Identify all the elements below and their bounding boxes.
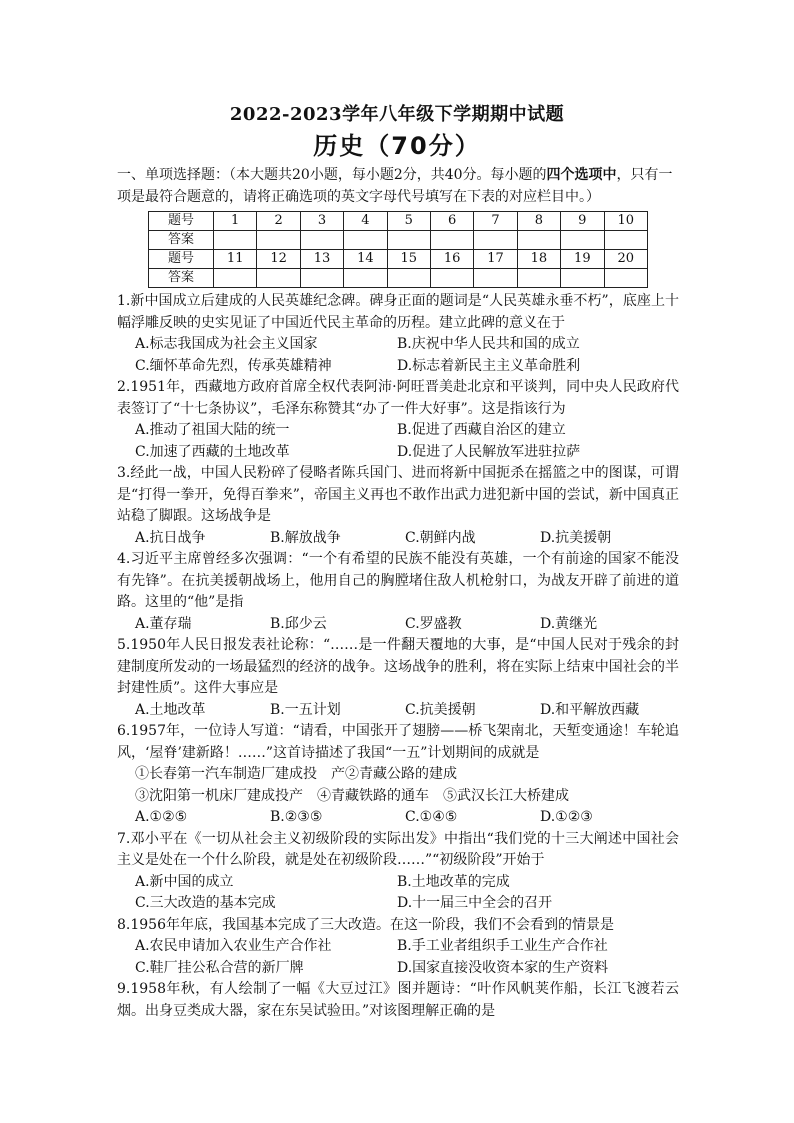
question-item-line: ①长春第一汽车制造厂建成投 产②青藏公路的建成 xyxy=(135,766,457,782)
option-d: D.黄继光 xyxy=(540,615,598,632)
question-9 xyxy=(117,979,679,1022)
num-cell: 5 xyxy=(387,212,430,231)
num-cell: 18 xyxy=(517,250,560,269)
option-c: C.加速了西藏的土地改革 xyxy=(135,443,290,460)
num-cell: 17 xyxy=(474,250,517,269)
question-stem: 5.1950年人民日报发表社论称：“……是一件翻天覆地的大事，是“中国人民对于残余的封建制度所发动的一场最猛烈的经济的战争。这场战争的胜利，将在实际上结束中国社会的半封建性质”。这件大事应是 xyxy=(117,637,679,696)
option-c: C.①④⑤ xyxy=(405,809,458,825)
row-label-ans: 答案 xyxy=(149,231,214,250)
options xyxy=(117,334,679,377)
num-cell: 3 xyxy=(300,212,343,231)
question-1 xyxy=(117,291,679,377)
option-d: D.十一届三中全会的召开 xyxy=(397,895,553,911)
option-b: B.邱少云 xyxy=(270,615,327,632)
option-a: A.董存瑞 xyxy=(135,615,192,632)
option-a: A.农民申请加入农业生产合作社 xyxy=(135,938,332,954)
num-cell: 10 xyxy=(604,212,647,231)
option-c: C.抗美援朝 xyxy=(405,701,476,718)
answer-table-ans-row-1 xyxy=(149,231,648,250)
answer-cell[interactable] xyxy=(387,231,430,250)
question-2 xyxy=(117,377,679,463)
question-4 xyxy=(117,549,679,635)
option-b: B.土地改革的完成 xyxy=(397,873,510,890)
question-stem: 4.习近平主席曾经多次强调：“一个有希望的民族不能没有英雄，一个有前途的国家不能没有先锋”。在抗美援朝战场上，他用自己的胸膛堵住敌人机枪射口，为战友开辟了前进的道路。这里的“他”是指 xyxy=(117,551,679,610)
answer-table xyxy=(148,211,648,288)
option-d: D.标志着新民主主义革命胜利 xyxy=(397,357,581,374)
option-c: C.鞋厂挂公私合营的新厂牌 xyxy=(135,959,304,976)
answer-cell[interactable] xyxy=(517,231,560,250)
options xyxy=(117,420,679,463)
answer-cell[interactable] xyxy=(387,269,430,288)
question-stem: 2.1951年，西藏地方政府首席全权代表阿沛·阿旺晋美赴北京和平谈判，同中央人民政府代表签订了“十七条协议”，毛泽东称赞其“办了一件大好事”。这是指该行为 xyxy=(117,379,679,417)
answer-cell[interactable] xyxy=(257,269,300,288)
row-label-num: 题号 xyxy=(149,212,214,231)
option-b: B.解放战争 xyxy=(270,529,341,546)
answer-cell[interactable] xyxy=(604,269,647,288)
option-a: A.新中国的成立 xyxy=(135,873,234,890)
answer-cell[interactable] xyxy=(517,269,560,288)
num-cell: 6 xyxy=(430,212,473,231)
option-d: D.抗美援朝 xyxy=(540,529,612,546)
row-label-num: 题号 xyxy=(149,250,214,269)
options xyxy=(117,872,679,915)
option-c: C.缅怀革命先烈，传承英雄精神 xyxy=(135,357,332,374)
option-d: D.①②③ xyxy=(540,809,593,825)
question-6 xyxy=(117,721,679,829)
option-a: A.标志我国成为社会主义国家 xyxy=(135,336,318,352)
num-cell: 13 xyxy=(300,250,343,269)
option-c: C.三大改造的基本完成 xyxy=(135,895,276,911)
question-stem: 1.新中国成立后建成的人民英雄纪念碑。碑身正面的题词是“人民英雄永垂不朽”，底座上十幅浮雕反映的史实见证了中国近代民主革命的历程。建立此碑的意义在于 xyxy=(117,293,679,331)
num-cell: 19 xyxy=(561,250,604,269)
option-a: A.土地改革 xyxy=(135,701,206,718)
answer-cell[interactable] xyxy=(561,231,604,250)
num-cell: 20 xyxy=(604,250,647,269)
option-b: B.促进了西藏自治区的建立 xyxy=(397,422,566,438)
num-cell: 9 xyxy=(561,212,604,231)
question-stem: 3.经此一战，中国人民粉碎了侵略者陈兵国门、进而将新中国扼杀在摇篮之中的图谋，可谓是“打得一拳开，免得百拳来”，帝国主义再也不敢作出武力进犯新中国的尝试，新中国真正站稳了脚跟。这场战争是 xyxy=(117,465,679,524)
answer-table-num-row-2 xyxy=(149,250,648,269)
num-cell: 7 xyxy=(474,212,517,231)
option-d: D.促进了人民解放军进驻拉萨 xyxy=(397,443,581,460)
exam-title: 2022-2023学年八年级下学期期中试题 xyxy=(229,104,565,125)
answer-cell[interactable] xyxy=(474,231,517,250)
answer-cell[interactable] xyxy=(344,231,387,250)
num-cell: 11 xyxy=(214,250,257,269)
question-stem: 9.1958年秋，有人绘制了一幅《大豆过江》图并题诗：“叶作风帆荚作船，长江飞渡若云烟。出身豆类成大器，家在东吴试验田。”对该图理解正确的是 xyxy=(117,981,679,1019)
options xyxy=(117,614,679,636)
question-3 xyxy=(117,463,679,549)
options xyxy=(117,528,679,550)
num-cell: 14 xyxy=(344,250,387,269)
exam-subtitle: 历史（70分） xyxy=(313,132,481,160)
question-7 xyxy=(117,829,679,915)
options xyxy=(117,700,679,722)
num-cell: 8 xyxy=(517,212,560,231)
option-a: A.推动了祖国大陆的统一 xyxy=(135,422,290,438)
option-d: D.国家直接没收资本家的生产资料 xyxy=(397,959,609,976)
option-c: C.朝鲜内战 xyxy=(405,529,476,546)
num-cell: 2 xyxy=(257,212,300,231)
option-b: B.手工业者组织手工业生产合作社 xyxy=(397,938,608,954)
option-a: A.抗日战争 xyxy=(135,529,206,546)
answer-table-num-row-1 xyxy=(149,212,648,231)
option-d: D.和平解放西藏 xyxy=(540,701,640,718)
row-label-ans: 答案 xyxy=(149,269,214,288)
option-a: A.①②⑤ xyxy=(135,809,188,825)
answer-cell[interactable] xyxy=(430,231,473,250)
option-b: B.一五计划 xyxy=(270,701,341,718)
question-stem: 8.1956年年底，我国基本完成了三大改造。在这一阶段，我们不会看到的情景是 xyxy=(117,916,614,933)
num-cell: 1 xyxy=(214,212,257,231)
answer-cell[interactable] xyxy=(257,231,300,250)
num-cell: 15 xyxy=(387,250,430,269)
answer-cell[interactable] xyxy=(300,269,343,288)
answer-cell[interactable] xyxy=(430,269,473,288)
num-cell: 16 xyxy=(430,250,473,269)
question-item-line: ③沈阳第一机床厂建成投产 ④青藏铁路的通车 ⑤武汉长江大桥建成 xyxy=(135,787,569,804)
instructions-post: ，只有一项是最符合题意的，请将正确选项的英文字母代号填写在下表的对应栏目中。） xyxy=(117,167,673,205)
question-stem: 7.邓小平在《一切从社会主义初级阶段的实际出发》中指出“我们党的十三大阐述中国社会主义是处在一个什么阶段，就是处在初级阶段……”“初级阶段”开始于 xyxy=(117,830,679,868)
option-c: C.罗盛教 xyxy=(405,615,462,632)
answer-cell[interactable] xyxy=(300,231,343,250)
question-8 xyxy=(117,915,679,980)
question-5 xyxy=(117,635,679,721)
answer-cell[interactable] xyxy=(344,269,387,288)
options xyxy=(117,936,679,979)
num-cell: 4 xyxy=(344,212,387,231)
answer-cell[interactable] xyxy=(214,269,257,288)
answer-table-ans-row-2 xyxy=(149,269,648,288)
option-b: B.庆祝中华人民共和国的成立 xyxy=(397,336,580,352)
answer-cell[interactable] xyxy=(604,231,647,250)
instructions-pre: 一、单项选择题：（本大题共20小题，每小题2分，共40分。每小题的 xyxy=(117,167,547,183)
answer-cell[interactable] xyxy=(214,231,257,250)
num-cell: 12 xyxy=(257,250,300,269)
options xyxy=(117,807,679,829)
section-instructions xyxy=(117,165,679,208)
answer-cell[interactable] xyxy=(561,269,604,288)
instructions-bold: 四个选项中 xyxy=(546,167,617,183)
option-b: B.②③⑤ xyxy=(270,809,323,825)
answer-cell[interactable] xyxy=(474,269,517,288)
exam-content xyxy=(117,165,679,1022)
question-stem: 6.1957年，一位诗人写道：“请看，中国张开了翅膀——桥飞架南北，天堑变通途！车轮追风，‘屋脊’建新路！……”这首诗描述了我国“一五”计划期间的成就是 xyxy=(117,723,679,761)
